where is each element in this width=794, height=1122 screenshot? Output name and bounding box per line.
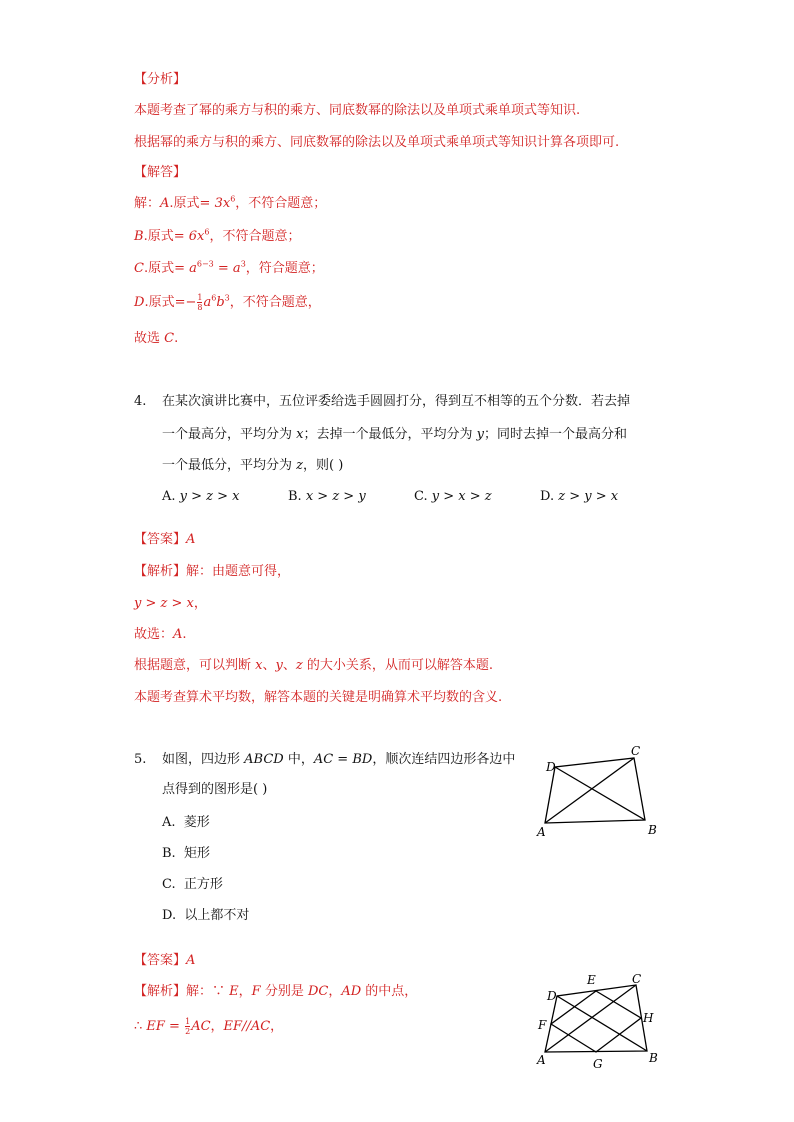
answer-tail: ，不符合题意， xyxy=(229,295,321,310)
q4-text: 一个最低分，平均分为 xyxy=(162,458,297,473)
answer-line-b xyxy=(134,228,300,246)
option-expr: y > x > z xyxy=(431,489,492,504)
q5-line-1 xyxy=(162,751,515,769)
math-expr: = 6x xyxy=(173,229,205,244)
var-x: x xyxy=(296,427,304,442)
q4-answer xyxy=(134,531,195,549)
option-label: C. xyxy=(414,489,428,504)
exponent: 6−3 xyxy=(196,259,214,269)
answer-text: .原式 xyxy=(144,295,175,310)
option-label: A. xyxy=(162,815,176,830)
var-z: z xyxy=(295,658,303,673)
option-letter: D xyxy=(134,295,145,310)
exponent: 6 xyxy=(204,227,210,237)
analysis-heading: 【分析】 xyxy=(134,72,187,87)
analysis-text: 解：∵ xyxy=(186,984,230,999)
q4-line-2 xyxy=(162,426,627,444)
q4-text: ；同时去掉一个最高分和 xyxy=(483,427,627,442)
fraction-denominator: 8 xyxy=(197,303,203,312)
label-b: B xyxy=(648,823,657,837)
figure-quadrilateral-abcd xyxy=(530,740,670,840)
option-expr: y > z > x xyxy=(179,489,240,504)
segment-dc: DC xyxy=(307,984,329,999)
q5-option-c[interactable] xyxy=(162,876,223,894)
note-text: 根据题意，可以判断 xyxy=(134,658,256,673)
answer-text: .原式 xyxy=(143,229,174,244)
label-c: C xyxy=(631,744,641,758)
fraction xyxy=(185,1017,190,1036)
separator: 、 xyxy=(262,658,276,673)
answer-value: A xyxy=(186,532,196,547)
q4-number: 4. xyxy=(134,394,147,409)
q5-answer xyxy=(134,952,195,970)
analysis-text: 解：由题意可得， xyxy=(186,564,291,579)
math-sign: =− xyxy=(174,295,197,310)
answer-line-c xyxy=(134,260,324,278)
fraction-numerator: 1 xyxy=(185,1017,191,1026)
q4-text: 一个最高分，平均分为 xyxy=(162,427,297,442)
exponent: 3 xyxy=(224,293,230,303)
label-f: F xyxy=(538,1018,547,1032)
conclusion-letter: C xyxy=(164,331,175,346)
option-label: C. xyxy=(162,877,176,892)
figure-midpoint-quadrilateral xyxy=(530,965,670,1075)
q4-option-a[interactable] xyxy=(162,488,240,506)
fraction-denominator: 2 xyxy=(185,1027,191,1036)
option-text: 菱形 xyxy=(183,815,210,830)
q4-option-b[interactable] xyxy=(288,488,366,506)
option-letter: B xyxy=(134,229,144,244)
var-x: x xyxy=(255,658,263,673)
analysis-text: 分别是 xyxy=(260,984,308,999)
label-d: D xyxy=(547,989,557,1003)
q4-text: ，则( ) xyxy=(303,458,344,473)
q5-text: 如图，四边形 xyxy=(162,752,245,767)
diagonal-ac xyxy=(545,758,634,823)
punct: ， xyxy=(193,596,207,611)
option-letter: C xyxy=(134,261,144,276)
quad-name: ABCD xyxy=(244,752,284,767)
answer-tail: ，不符合题意； xyxy=(209,229,301,244)
conclusion-end: . xyxy=(174,331,179,346)
exponent: 3 xyxy=(240,259,246,269)
answer-tail: ，符合题意； xyxy=(245,261,324,276)
answer-label: 【答案】 xyxy=(134,532,187,547)
label-a: A xyxy=(537,825,546,839)
q5-number: 5. xyxy=(134,752,147,767)
q5-option-a[interactable] xyxy=(162,814,210,832)
q4-option-d[interactable] xyxy=(540,488,618,506)
point-e: E xyxy=(229,984,239,999)
conclusion-text: 故选： xyxy=(134,627,174,642)
conclusion-text: 故选 xyxy=(134,331,165,346)
math-expr: y > z > x xyxy=(134,596,194,611)
label-a: A xyxy=(537,1053,546,1067)
math-sign: = xyxy=(164,1019,185,1034)
exponent: 6 xyxy=(230,194,236,204)
conclusion-letter: A xyxy=(173,627,183,642)
q4-note-2: 本题考查算术平均数，解答本题的关键是明确算术平均数的含义. xyxy=(134,690,503,705)
analysis-label: 【解析】 xyxy=(134,984,187,999)
fraction-numerator: 1 xyxy=(197,293,203,302)
q4-note-1 xyxy=(134,657,493,675)
math-expr: = 3x xyxy=(199,196,231,211)
punct: ， xyxy=(210,1019,224,1034)
option-text: 正方形 xyxy=(183,877,223,892)
answer-text: .原式 xyxy=(143,261,175,276)
exponent: 6 xyxy=(211,293,217,303)
var-z: z xyxy=(296,458,303,473)
answer-conclusion xyxy=(134,330,178,348)
fraction xyxy=(197,293,202,312)
segment-ef: EF xyxy=(146,1019,165,1034)
label-b: B xyxy=(649,1051,658,1065)
option-label: A. xyxy=(162,489,176,504)
var-y: y xyxy=(476,427,484,442)
point-f: F xyxy=(251,984,261,999)
q5-text: 中， xyxy=(283,752,314,767)
separator: 、 xyxy=(282,658,296,673)
q4-step-2 xyxy=(134,626,187,644)
q5-option-d[interactable] xyxy=(162,907,249,925)
answer-heading: 【解答】 xyxy=(134,165,187,180)
segment-ad: AD xyxy=(341,984,362,999)
option-expr: z > y > x xyxy=(558,489,619,504)
q5-option-b[interactable] xyxy=(162,845,210,863)
answer-prefix: 解： xyxy=(134,196,161,211)
option-label: B. xyxy=(288,489,302,504)
option-letter: A xyxy=(160,196,170,211)
option-text: 矩形 xyxy=(183,846,210,861)
q4-line-1: 在某次演讲比赛中，五位评委给选手圆圆打分，得到互不相等的五个分数．若去掉 xyxy=(162,394,631,409)
label-g: G xyxy=(593,1057,603,1071)
diagonal-bd xyxy=(555,767,645,820)
answer-value: A xyxy=(186,953,196,968)
parallel-expr: EF//AC xyxy=(223,1019,271,1034)
q4-option-c[interactable] xyxy=(414,488,492,506)
answer-text: .原式 xyxy=(169,196,200,211)
q4-line-3 xyxy=(162,457,343,475)
q5-text: ，顺次连结四边形各边中 xyxy=(372,752,516,767)
q5-step-2 xyxy=(134,1017,283,1036)
math-expr: = a xyxy=(213,261,241,276)
option-text: 以上都不对 xyxy=(184,908,250,923)
q5-analysis xyxy=(134,983,417,1001)
math-expr: a xyxy=(203,295,212,310)
punct: ， xyxy=(270,1019,284,1034)
q4-analysis xyxy=(134,563,290,581)
var-y: y xyxy=(275,658,283,673)
therefore-sign: ∴ xyxy=(134,1019,147,1034)
analysis-label: 【解析】 xyxy=(134,564,187,579)
label-c: C xyxy=(632,972,642,986)
label-h: H xyxy=(643,1011,654,1025)
punct: ， xyxy=(238,984,252,999)
q5-line-2: 点得到的图形是( ) xyxy=(162,782,268,797)
analysis-text: 的中点， xyxy=(361,984,418,999)
q4-text: ；去掉一个最低分，平均分为 xyxy=(303,427,477,442)
option-label: B. xyxy=(162,846,176,861)
segment-ac: AC xyxy=(191,1019,211,1034)
label-e: E xyxy=(587,973,596,987)
note-text: 的大小关系，从而可以解答本题. xyxy=(302,658,493,673)
answer-tail: ，不符合题意； xyxy=(235,196,327,211)
analysis-line-2: 根据幂的乘方与积的乘方、同底数幂的除法以及单项式乘单项式等知识计算各项即可. xyxy=(134,135,620,150)
answer-line-d xyxy=(134,293,321,312)
answer-line-a xyxy=(134,195,326,213)
math-expr: AC = BD xyxy=(313,752,373,767)
option-label: D. xyxy=(540,489,555,504)
math-expr: b xyxy=(216,295,225,310)
option-expr: x > z > y xyxy=(305,489,366,504)
label-d: D xyxy=(546,760,556,774)
punct: ， xyxy=(328,984,342,999)
q4-step-1 xyxy=(134,595,207,613)
analysis-line-1: 本题考查了幂的乘方与积的乘方、同底数幂的除法以及单项式乘单项式等知识. xyxy=(134,103,581,118)
option-label: D. xyxy=(162,908,177,923)
conclusion-end: . xyxy=(182,627,187,642)
math-expr: = a xyxy=(174,261,197,276)
answer-label: 【答案】 xyxy=(134,953,187,968)
